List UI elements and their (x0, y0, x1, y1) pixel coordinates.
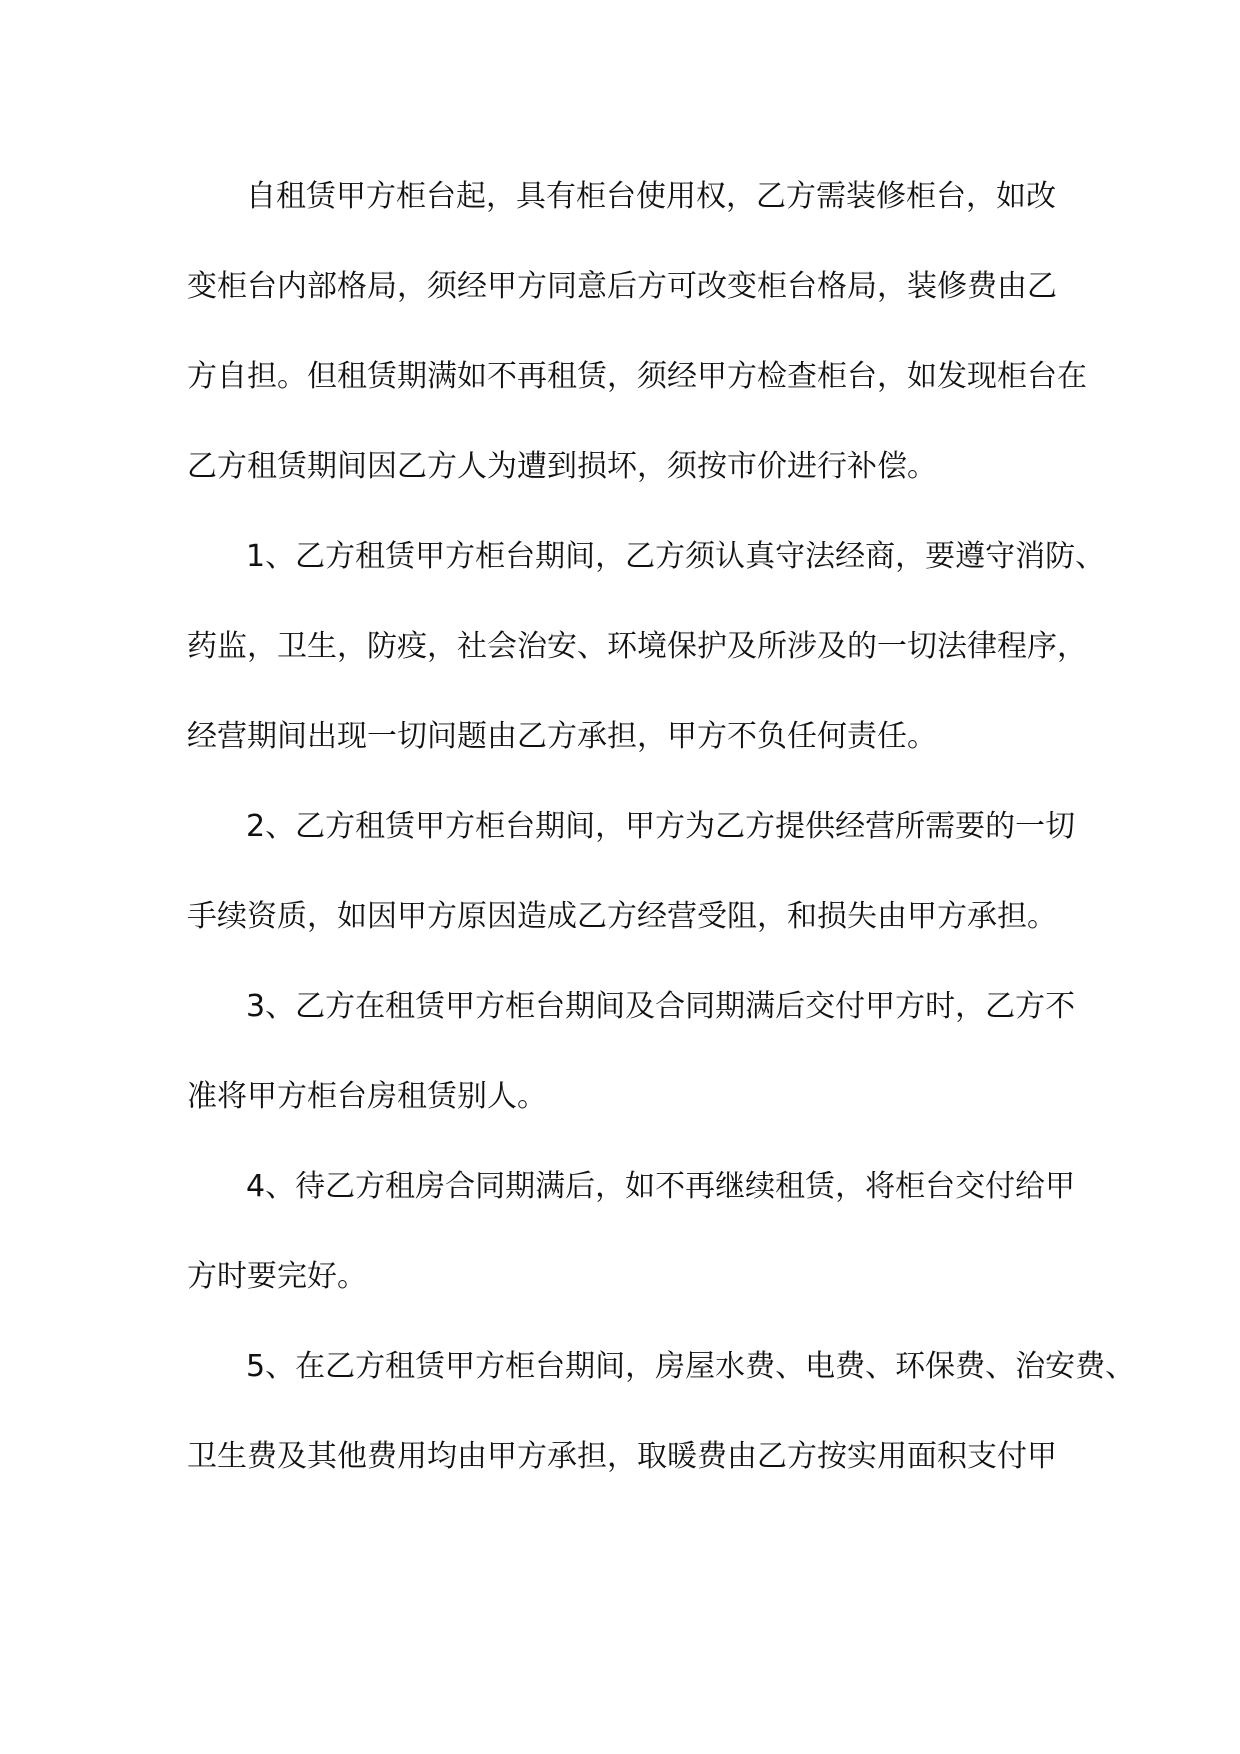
text-line: 2、乙方租赁甲方柜台期间，甲方为乙方提供经营所需要的一切 (246, 809, 1076, 844)
text-line: 变柜台内部格局，须经甲方同意后方可改变柜台格局，装修费由乙 (187, 269, 1057, 304)
text-line: 药监，卫生，防疫，社会治安、环境保护及所涉及的一切法律程序， (187, 629, 1087, 664)
text-line: 经营期间出现一切问题由乙方承担，甲方不负任何责任。 (187, 719, 937, 754)
text-line: 自租赁甲方柜台起，具有柜台使用权，乙方需装修柜台，如改 (246, 179, 1056, 214)
text-line: 5、在乙方租赁甲方柜台期间，房屋水费、电费、环保费、治安费、 (246, 1349, 1136, 1384)
text-line: 乙方租赁期间因乙方人为遭到损坏，须按市价进行补偿。 (187, 449, 937, 484)
text-line: 3、乙方在租赁甲方柜台期间及合同期满后交付甲方时，乙方不 (246, 989, 1076, 1024)
text-line: 4、待乙方租房合同期满后，如不再继续租赁，将柜台交付给甲 (246, 1169, 1076, 1204)
text-line: 准将甲方柜台房租赁别人。 (187, 1079, 547, 1114)
text-line: 方时要完好。 (187, 1259, 367, 1294)
text-line: 卫生费及其他费用均由甲方承担，取暖费由乙方按实用面积支付甲 (187, 1439, 1057, 1474)
text-line: 方自担。但租赁期满如不再租赁，须经甲方检查柜台，如发现柜台在 (187, 359, 1087, 394)
text-line: 手续资质，如因甲方原因造成乙方经营受阻，和损失由甲方承担。 (187, 899, 1057, 934)
text-line: 1、乙方租赁甲方柜台期间，乙方须认真守法经商，要遵守消防、 (246, 539, 1106, 574)
